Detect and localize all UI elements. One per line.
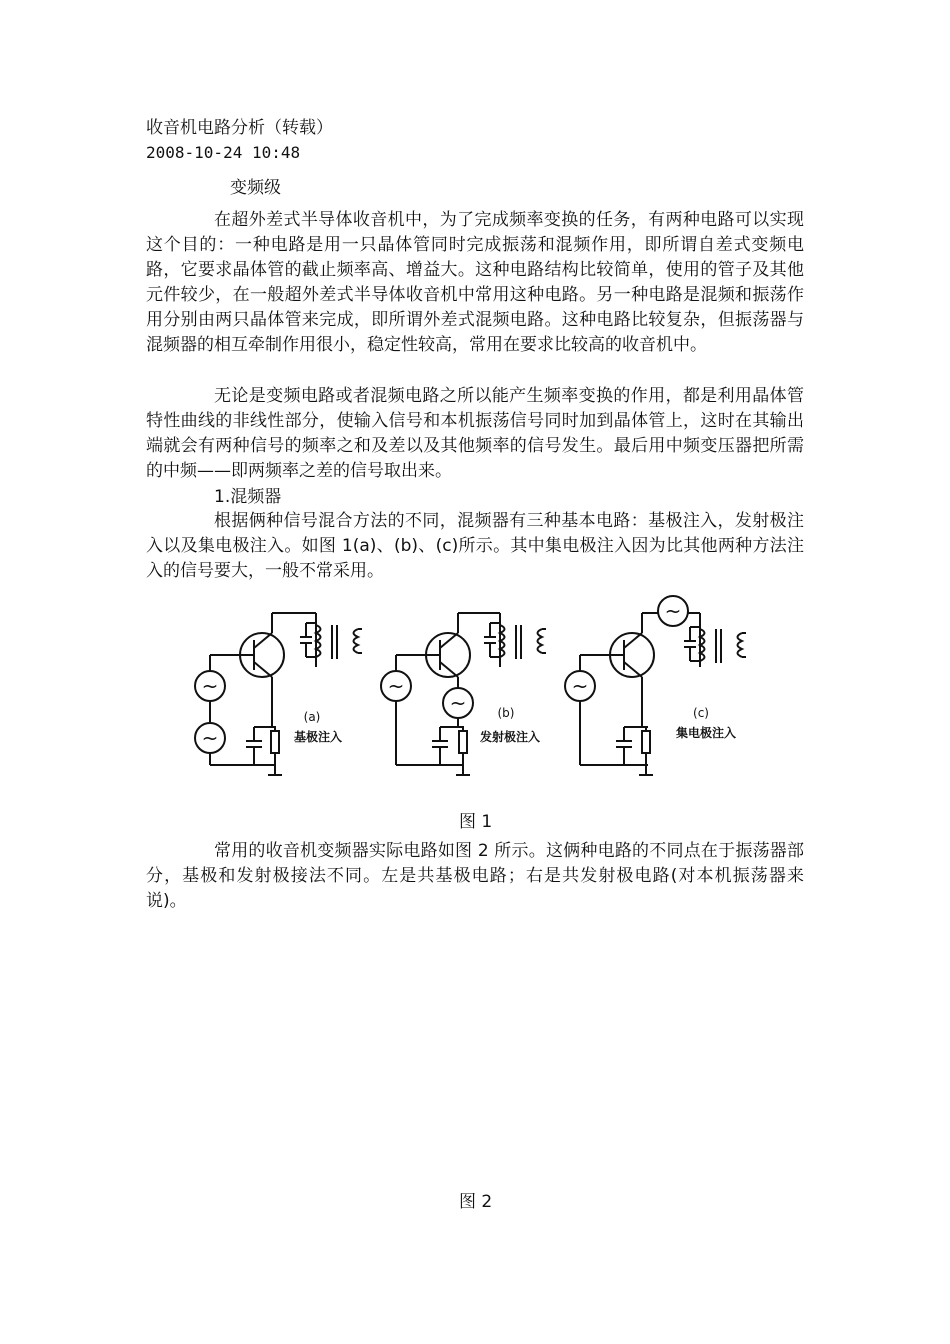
doc-title: 收音机电路分析（转载） [146, 118, 333, 138]
circuit-c [565, 596, 746, 775]
figure-2-caption: 图 2 [459, 1192, 493, 1212]
circuit-a-label: 基极注入 [293, 730, 343, 744]
tilde-label: ~ [449, 691, 467, 715]
tilde-label: ~ [201, 726, 219, 750]
circuit-b-label: 发射极注入 [479, 730, 541, 744]
tilde-label: ~ [664, 599, 682, 623]
circuit-c-tag: (c) [693, 706, 709, 720]
paragraph-3: 根据俩种信号混合方法的不同，混频器有三种基本电路：基极注入，发射极注入以及集电极注入。如图 1(a)、(b)、(c)所示。其中集电极注入因为比其他两种方法注入的信号要大，一般不常采用。 [146, 511, 804, 581]
paragraph-4: 常用的收音机变频器实际电路如图 2 所示。这俩种电路的不同点在于振荡器部分，基极和发射极接法不同。左是共基极电路；右是共发射极电路(对本机振荡器来说)。 [146, 841, 804, 911]
tilde-label: ~ [571, 674, 589, 698]
subheading-mixer: 1.混频器 [214, 487, 282, 507]
paragraph-2: 无论是变频电路或者混频电路之所以能产生频率变换的作用，都是利用晶体管特性曲线的非线性部分，使输入信号和本机振荡信号同时加到晶体管上，这时在其输出端就会有两种信号的频率之和及差以及其他频率的信号发生。最后用中频变压器把所需的中频——即两频率之差的信号取出来。 [146, 386, 804, 481]
circuit-c-label: 集电极注入 [675, 726, 737, 740]
circuit-a [195, 613, 362, 775]
tilde-label: ~ [387, 674, 405, 698]
circuit-b-tag: (b) [497, 706, 515, 720]
tilde-label: ~ [201, 674, 219, 698]
figure-1-circuits [188, 593, 768, 793]
paragraph-1: 在超外差式半导体收音机中，为了完成频率变换的任务，有两种电路可以实现这个目的：一种电路是用一只晶体管同时完成振荡和混频作用，即所谓自差式变频电路，它要求晶体管的截止频率高、增益大。这种电路结构比较简单，使用的管子及其他元件较少，在一般超外差式半导体收音机中常用这种电路。另一种电路是混频和振荡作用分别由两只晶体管来完成，即所谓外差式混频电路。这种电路比较复杂，但振荡器与混频器的相互牵制作用很小，稳定性较高，常用在要求比较高的收音机中。 [146, 210, 804, 355]
figure-1-caption: 图 1 [459, 812, 493, 832]
doc-date: 2008-10-24 10:48 [146, 143, 301, 162]
section-heading: 变频级 [230, 178, 281, 198]
circuit-a-tag: (a) [303, 710, 321, 724]
